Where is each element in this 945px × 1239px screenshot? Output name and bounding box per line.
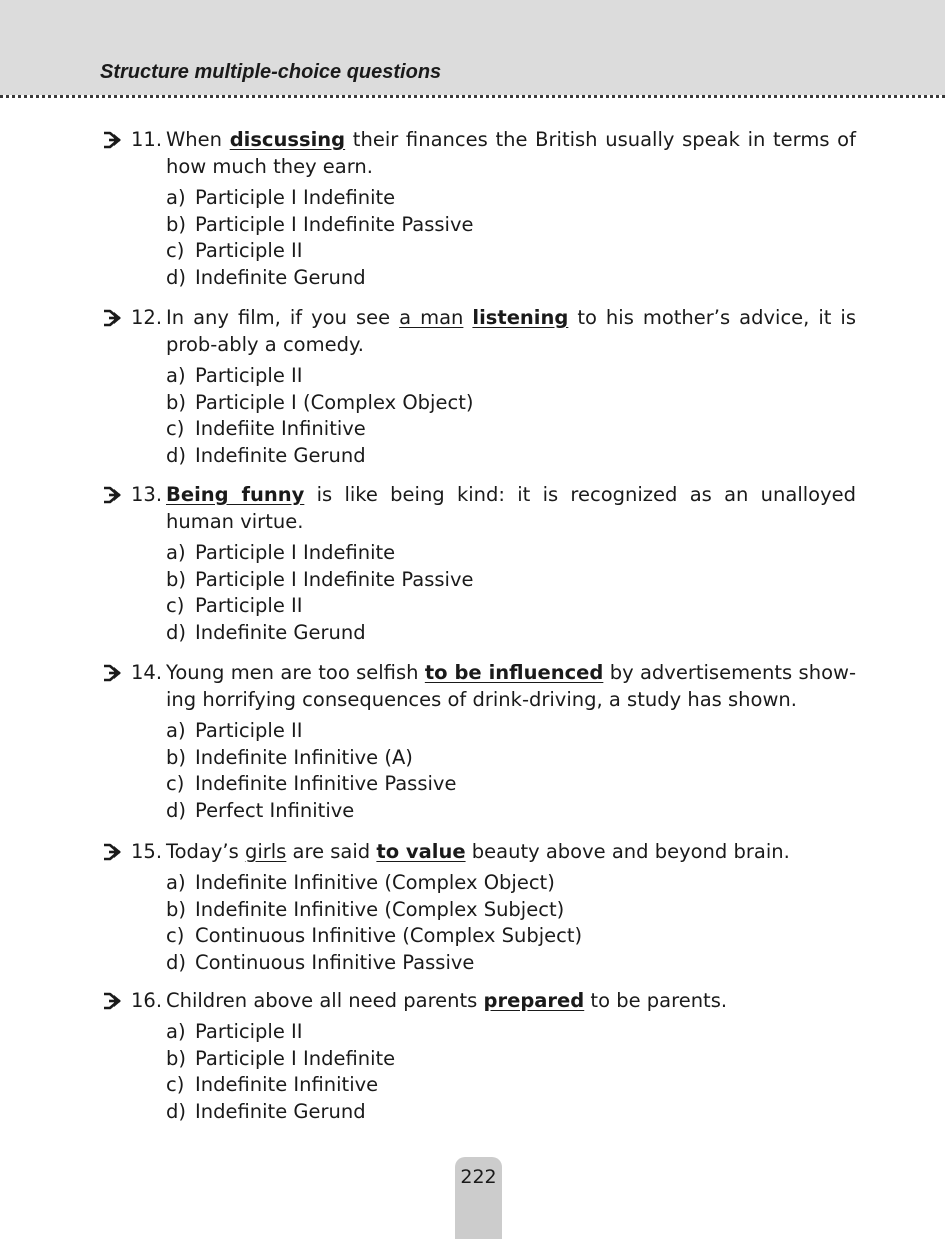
arrow-bullet-icon <box>100 990 126 1012</box>
question-11 <box>100 126 856 292</box>
question-text-segment: Today’s <box>166 840 245 863</box>
question-number: 16. <box>131 989 163 1012</box>
option-letter: b) <box>166 897 186 921</box>
answer-option <box>166 185 856 212</box>
page-number: 222 <box>460 1166 497 1188</box>
option-text: Indefinite Infinitive Passive <box>195 772 457 796</box>
question-text-segment: When <box>166 128 230 151</box>
key-phrase: discussing <box>229 128 346 151</box>
question-text-segment: to his mother’s advice, it is prob-ably a comedy. <box>166 306 857 356</box>
question-number: 11. <box>131 128 163 151</box>
option-letter: c) <box>166 772 185 796</box>
answer-option <box>166 416 856 443</box>
answer-option <box>166 870 856 897</box>
answer-option <box>166 1046 856 1073</box>
question-text-segment: their finances the British usually speak in terms of how much they earn. <box>166 128 856 178</box>
answer-option <box>166 771 856 798</box>
arrow-bullet-icon <box>100 662 126 684</box>
answer-option <box>166 1072 856 1099</box>
question-16 <box>100 987 856 1126</box>
answer-option <box>166 923 856 950</box>
option-letter: d) <box>166 266 186 290</box>
answer-option <box>166 238 856 265</box>
option-letter: c) <box>166 417 185 441</box>
answer-option <box>166 212 856 239</box>
option-letter: c) <box>166 239 185 263</box>
option-text: Participle II <box>195 1020 303 1043</box>
question-13 <box>100 481 856 647</box>
key-phrase: prepared <box>483 989 585 1012</box>
arrow-bullet-icon <box>100 484 126 506</box>
section-title: Structure multiple-choice questions <box>100 61 442 83</box>
option-text: Indefiite Infinitive <box>195 417 366 441</box>
option-letter: d) <box>166 444 186 468</box>
option-letter: a) <box>166 1020 186 1043</box>
question-number: 12. <box>131 306 163 329</box>
option-letter: c) <box>166 594 185 618</box>
option-letter: a) <box>166 541 186 564</box>
question-text <box>100 481 856 535</box>
question-15 <box>100 838 856 977</box>
option-letter: c) <box>166 1073 185 1097</box>
option-text: Participle II <box>195 364 303 387</box>
question-text-segment: by advertisements show-ing horrifying consequences of drink-driving, a study has shown. <box>166 661 856 711</box>
option-letter: d) <box>166 951 186 975</box>
option-text: Participle II <box>195 239 303 263</box>
answer-options <box>100 870 856 977</box>
question-text <box>100 304 856 358</box>
option-text: Participle I Indefinite <box>195 186 396 209</box>
answer-options <box>100 718 856 825</box>
answer-option <box>166 950 856 977</box>
option-text: Participle II <box>195 594 303 618</box>
question-text-segment: Young men are too selfish <box>166 661 425 684</box>
question-14 <box>100 659 856 825</box>
key-phrase: to value <box>376 840 466 863</box>
answer-options <box>100 363 856 470</box>
answer-options <box>100 185 856 292</box>
option-letter: b) <box>166 567 186 591</box>
answer-option <box>166 593 856 620</box>
option-text: Indefinite Gerund <box>195 1100 366 1124</box>
option-text: Indefinite Gerund <box>195 621 366 645</box>
answer-option <box>166 620 856 647</box>
option-text: Indefinite Infinitive (Complex Subject) <box>195 897 565 921</box>
underlined-phrase: a man <box>399 306 464 329</box>
option-text: Participle I (Complex Object) <box>195 390 474 414</box>
option-letter: a) <box>166 364 186 387</box>
option-text: Participle I Indefinite <box>195 541 396 564</box>
option-text: Participle I Indefinite <box>195 1046 396 1070</box>
answer-option <box>166 567 856 594</box>
question-text <box>100 126 856 180</box>
key-phrase: Being funny <box>166 483 305 506</box>
option-text: Continuous Infinitive Passive <box>195 951 475 975</box>
answer-option <box>166 718 856 745</box>
option-text: Indefinite Gerund <box>195 266 366 290</box>
question-text-segment: are said <box>286 840 377 863</box>
answer-option <box>166 1019 856 1046</box>
question-text-segment: In any film, if you see <box>166 306 400 329</box>
answer-options <box>100 540 856 647</box>
option-text: Indefinite Infinitive (Complex Object) <box>195 871 555 894</box>
option-text: Indefinite Infinitive (A) <box>195 745 413 769</box>
option-letter: a) <box>166 186 186 209</box>
question-text-segment: Children above all need parents <box>166 989 484 1012</box>
option-text: Continuous Infinitive (Complex Subject) <box>195 924 583 948</box>
option-text: Perfect Infinitive <box>195 799 355 823</box>
option-text: Indefinite Gerund <box>195 444 366 468</box>
option-letter: b) <box>166 1046 186 1070</box>
option-text: Indefinite Infinitive <box>195 1073 379 1097</box>
option-letter: b) <box>166 390 186 414</box>
option-letter: b) <box>166 745 186 769</box>
option-letter: a) <box>166 719 186 742</box>
question-text <box>100 987 856 1014</box>
question-12 <box>100 304 856 470</box>
option-letter: c) <box>166 924 185 948</box>
arrow-bullet-icon <box>100 307 126 329</box>
answer-options <box>100 1019 856 1126</box>
option-text: Participle I Indefinite Passive <box>195 567 474 591</box>
question-text <box>100 659 856 713</box>
arrow-bullet-icon <box>100 841 126 863</box>
answer-option <box>166 390 856 417</box>
option-letter: a) <box>166 871 186 894</box>
question-text-segment: is like being kind: it is recognized as an unalloyed human virtue. <box>166 483 856 533</box>
option-letter: d) <box>166 1100 186 1124</box>
underlined-phrase: girls <box>244 840 287 863</box>
question-number: 15. <box>131 840 163 863</box>
option-letter: b) <box>166 212 186 236</box>
answer-option <box>166 1099 856 1126</box>
key-phrase: to be influenced <box>424 661 604 684</box>
answer-option <box>166 897 856 924</box>
arrow-bullet-icon <box>100 129 126 151</box>
option-text: Participle I Indefinite Passive <box>195 212 474 236</box>
question-text-segment: to be parents. <box>584 989 728 1012</box>
answer-option <box>166 540 856 567</box>
option-text: Participle II <box>195 719 303 742</box>
page-number-tab <box>455 1157 502 1239</box>
answer-option <box>166 363 856 390</box>
key-phrase: listening <box>472 306 569 329</box>
dotted-divider <box>0 95 945 98</box>
question-text-segment: beauty above and beyond brain. <box>465 840 790 863</box>
option-letter: d) <box>166 621 186 645</box>
question-text <box>100 838 856 865</box>
question-number: 13. <box>131 483 163 506</box>
question-number: 14. <box>131 661 163 684</box>
option-letter: d) <box>166 799 186 823</box>
answer-option <box>166 265 856 292</box>
answer-option <box>166 745 856 772</box>
answer-option <box>166 443 856 470</box>
answer-option <box>166 798 856 825</box>
